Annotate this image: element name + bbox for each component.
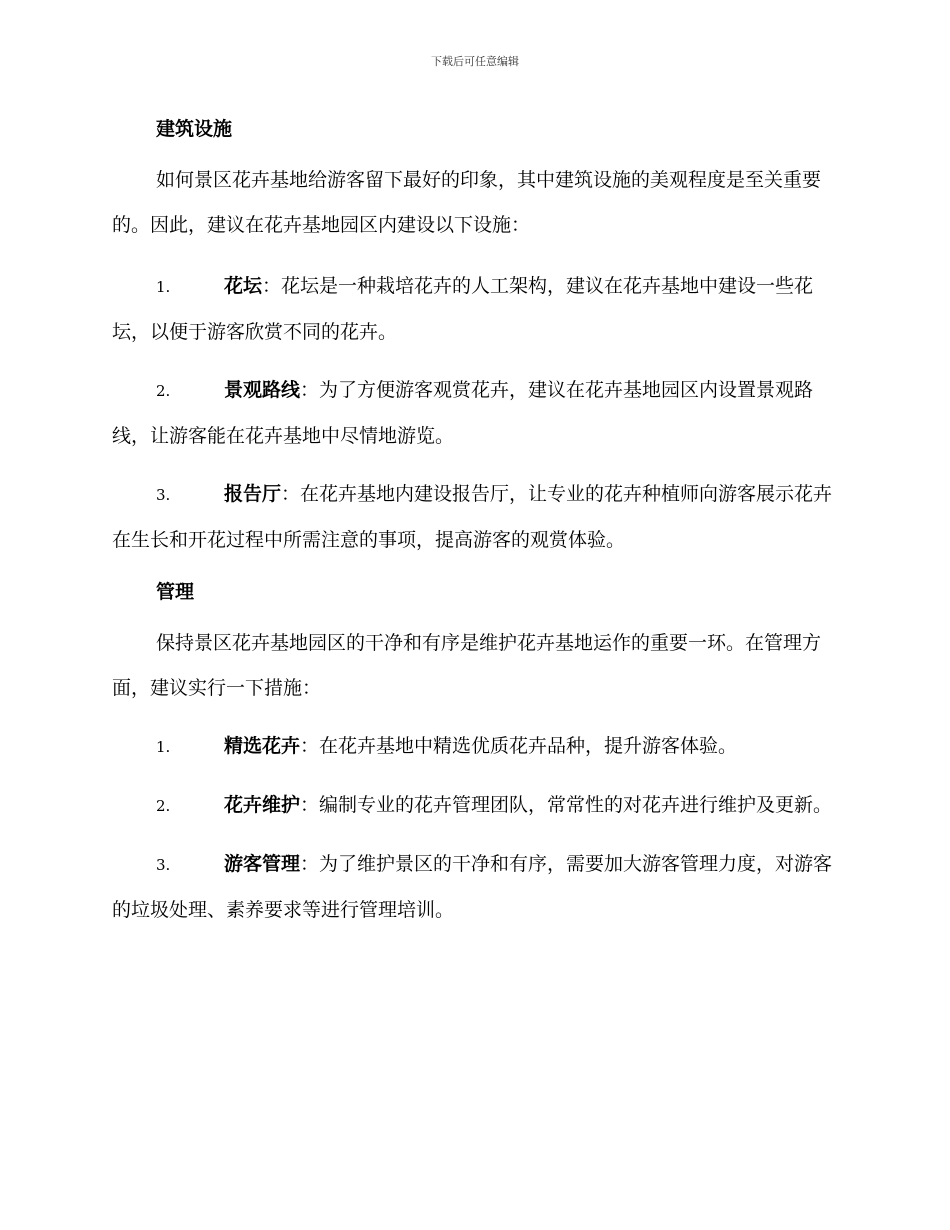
- section-facilities: [112, 113, 842, 576]
- list-term: 精选花卉: [224, 735, 301, 757]
- list-number: 1.: [156, 278, 171, 296]
- list-term: 景观路线: [224, 379, 301, 401]
- list-item: [112, 264, 842, 355]
- list-term: 报告厅: [224, 483, 282, 505]
- list-number: 1.: [156, 738, 171, 756]
- section-intro: 如何景区花卉基地给游客留下最好的印象，其中建筑设施的美观程度是至关重要的。因此，建议在花卉基地园区内建设以下设施：: [112, 169, 822, 236]
- list-number: 2.: [156, 797, 171, 815]
- list-separator: ：: [300, 853, 320, 875]
- list-number: 3.: [156, 486, 171, 504]
- page-header: 下载后可任意编辑: [431, 55, 519, 68]
- section-intro: 保持景区花卉基地园区的干净和有序是维护花卉基地运作的重要一环。在管理方面，建议实行一下措施：: [112, 632, 822, 699]
- list-text: 为了维护景区的干净和有序，需要加大游客管理力度，对游客的垃圾处理、素养要求等进行管理培训。: [112, 853, 833, 921]
- list-text: 在花卉基地内建设报告厅，让专业的花卉种植师向游客展示花卉在生长和开花过程中所需注意的事项，提高游客的观赏体验。: [112, 483, 833, 551]
- list-separator: ：: [300, 794, 320, 816]
- list-text: 编制专业的花卉管理团队，常常性的对花卉进行维护及更新。: [319, 794, 833, 816]
- list-item: [112, 472, 842, 563]
- list-separator: ：: [300, 379, 320, 401]
- document-body: [112, 113, 842, 933]
- list-separator: ：: [281, 483, 301, 505]
- list-text: 在花卉基地中精选优质花卉品种，提升游客体验。: [319, 735, 738, 757]
- list-item: [112, 368, 842, 459]
- section-management: [112, 576, 842, 933]
- section-heading: 管理: [156, 581, 195, 603]
- list-item: [112, 724, 842, 770]
- list-item: [112, 783, 842, 829]
- section-heading: 建筑设施: [156, 118, 233, 140]
- list-separator: ：: [300, 735, 320, 757]
- list-number: 3.: [156, 856, 171, 874]
- list-text: 为了方便游客观赏花卉，建议在花卉基地园区内设置景观路线，让游客能在花卉基地中尽情地游览。: [112, 379, 814, 447]
- list-separator: ：: [262, 275, 282, 297]
- list-term: 花卉维护: [224, 794, 301, 816]
- list-number: 2.: [156, 382, 171, 400]
- list-item: [112, 842, 842, 933]
- list-term: 花坛: [224, 275, 263, 297]
- list-term: 游客管理: [224, 853, 301, 875]
- list-text: 花坛是一种栽培花卉的人工架构，建议在花卉基地中建设一些花坛，以便于游客欣赏不同的花卉。: [112, 275, 814, 343]
